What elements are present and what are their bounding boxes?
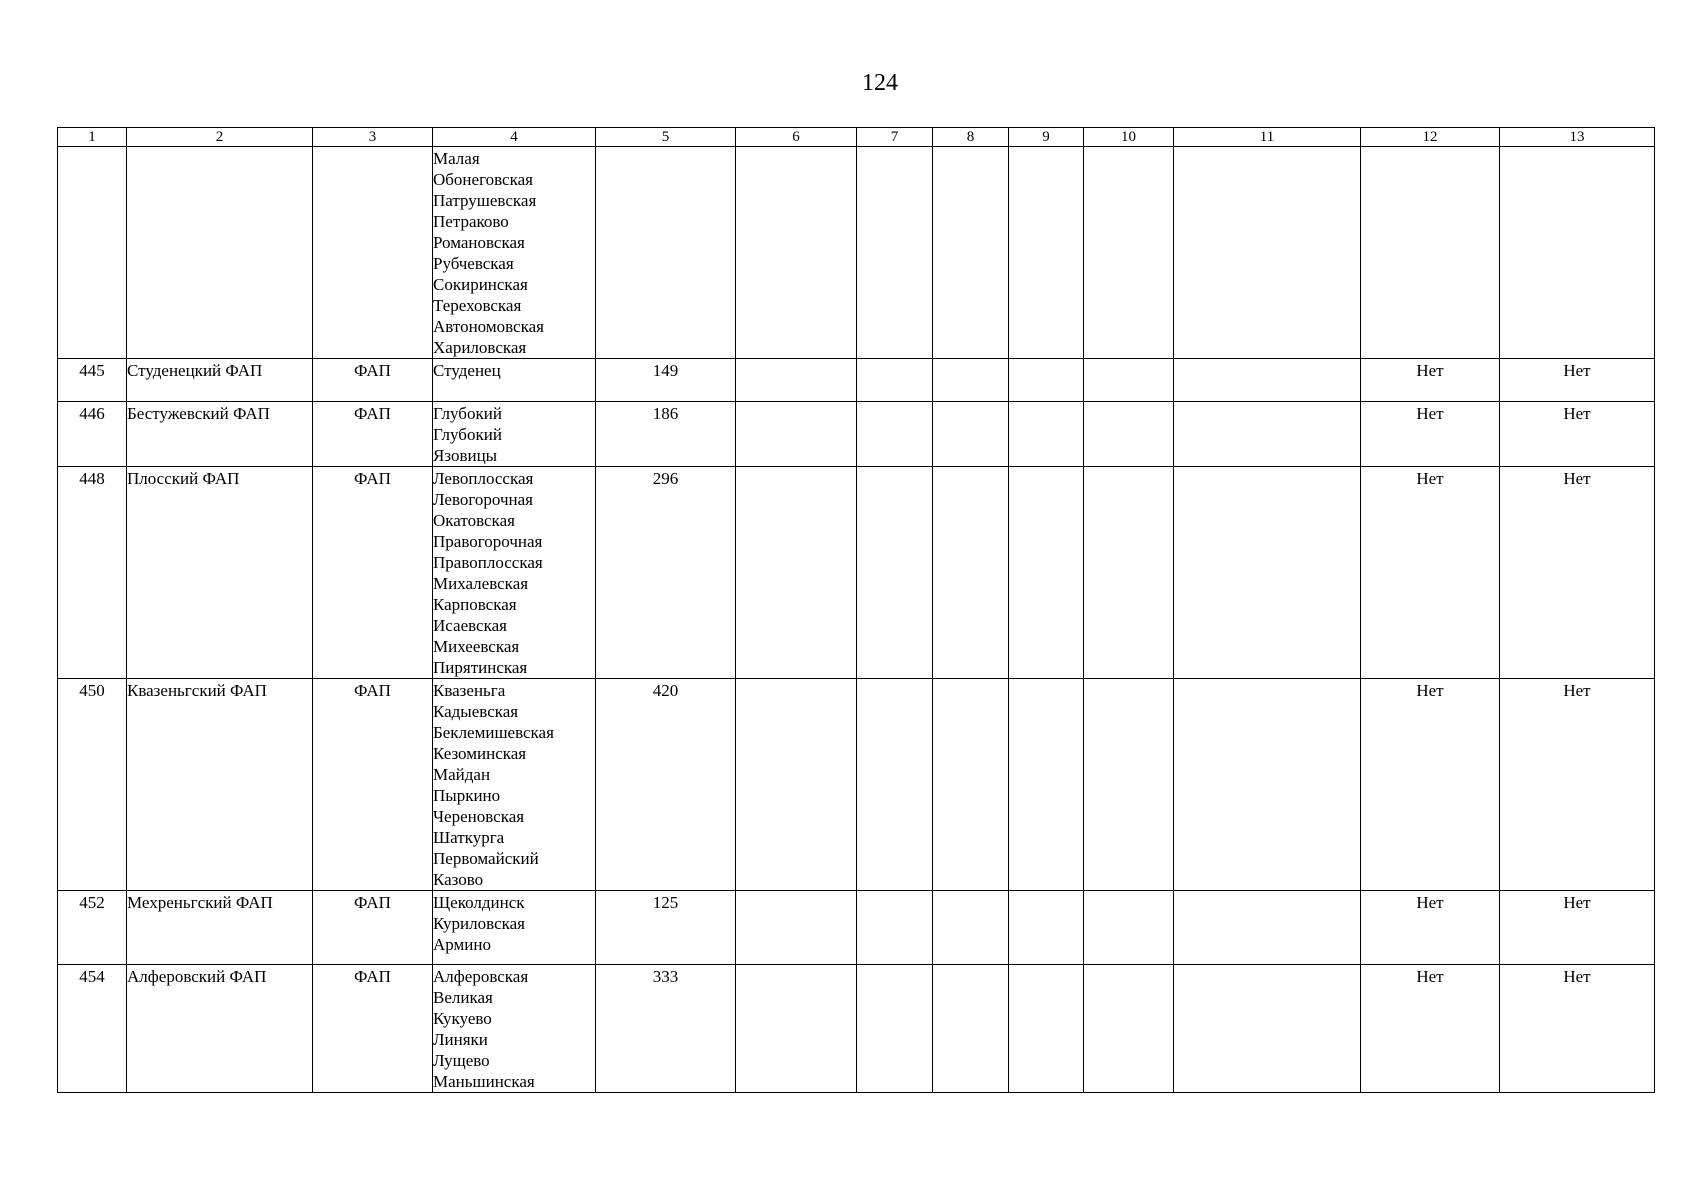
location-item: Михалевская xyxy=(433,574,529,593)
empty-cell xyxy=(736,359,857,402)
location-item: Язовицы xyxy=(433,446,498,465)
empty-cell xyxy=(1174,359,1361,402)
column-header: 9 xyxy=(1009,128,1084,147)
empty-cell xyxy=(1174,402,1361,467)
facility-type-cell: ФАП xyxy=(313,965,433,1093)
col12-cell: Нет xyxy=(1361,467,1500,679)
column-header: 5 xyxy=(596,128,736,147)
population-cell: 186 xyxy=(596,402,736,467)
location-item: Квазеньга xyxy=(433,681,506,700)
locations-cell xyxy=(433,891,596,965)
empty-cell xyxy=(1174,679,1361,891)
locations-cell xyxy=(433,147,596,359)
facility-name-cell: Квазеньгский ФАП xyxy=(127,679,313,891)
empty-cell xyxy=(1009,147,1084,359)
location-item: Глубокий xyxy=(433,425,502,444)
row-number-cell: 448 xyxy=(58,467,127,679)
row-number-cell: 446 xyxy=(58,402,127,467)
col13-cell: Нет xyxy=(1500,679,1655,891)
location-item: Череновская xyxy=(433,807,525,826)
row-number-cell: 445 xyxy=(58,359,127,402)
empty-cell xyxy=(1009,467,1084,679)
location-item: Беклемишевская xyxy=(433,723,554,742)
col13-cell xyxy=(1500,147,1655,359)
row-number-cell: 454 xyxy=(58,965,127,1093)
empty-cell xyxy=(1084,402,1174,467)
empty-cell xyxy=(857,467,933,679)
population-cell: 125 xyxy=(596,891,736,965)
locations-cell xyxy=(433,359,596,402)
location-item: Армино xyxy=(433,935,491,954)
empty-cell xyxy=(1174,467,1361,679)
location-item: Хариловская xyxy=(433,338,527,357)
row-number-cell xyxy=(58,147,127,359)
empty-cell xyxy=(736,467,857,679)
table-row xyxy=(58,359,1655,402)
locations-cell xyxy=(433,679,596,891)
location-item: Михеевская xyxy=(433,637,520,656)
column-header: 7 xyxy=(857,128,933,147)
location-item: Рубчевская xyxy=(433,254,514,273)
empty-cell xyxy=(1009,965,1084,1093)
facility-type-cell: ФАП xyxy=(313,891,433,965)
empty-cell xyxy=(736,402,857,467)
empty-cell xyxy=(1084,679,1174,891)
header-row xyxy=(58,128,1655,147)
empty-cell xyxy=(1009,402,1084,467)
facility-type-cell xyxy=(313,147,433,359)
column-header: 1 xyxy=(58,128,127,147)
empty-cell xyxy=(1174,965,1361,1093)
location-item: Алферовская xyxy=(433,967,529,986)
population-cell: 420 xyxy=(596,679,736,891)
empty-cell xyxy=(933,402,1009,467)
facility-name-cell: Бестужевский ФАП xyxy=(127,402,313,467)
facility-name-cell xyxy=(127,147,313,359)
location-item: Пирятинская xyxy=(433,658,528,677)
col13-cell: Нет xyxy=(1500,891,1655,965)
empty-cell xyxy=(1009,891,1084,965)
empty-cell xyxy=(933,147,1009,359)
location-item: Левоплосская xyxy=(433,469,534,488)
empty-cell xyxy=(857,891,933,965)
location-item: Правоплосская xyxy=(433,553,543,572)
location-item: Линяки xyxy=(433,1030,488,1049)
facility-name-cell: Плосский ФАП xyxy=(127,467,313,679)
empty-cell xyxy=(1009,359,1084,402)
empty-cell xyxy=(1009,679,1084,891)
location-item: Щеколдинск xyxy=(433,893,525,912)
col12-cell xyxy=(1361,147,1500,359)
location-item: Правогорочная xyxy=(433,532,543,551)
locations-cell xyxy=(433,965,596,1093)
location-item: Автономовская xyxy=(433,317,544,336)
page-number: 124 xyxy=(862,70,898,96)
empty-cell xyxy=(857,402,933,467)
location-item: Карповская xyxy=(433,595,517,614)
table-body xyxy=(58,147,1655,1093)
location-item: Патрушевская xyxy=(433,191,537,210)
column-header: 6 xyxy=(736,128,857,147)
empty-cell xyxy=(933,359,1009,402)
empty-cell xyxy=(857,147,933,359)
facility-name-cell: Студенецкий ФАП xyxy=(127,359,313,402)
column-header: 3 xyxy=(313,128,433,147)
facility-name-cell: Алферовский ФАП xyxy=(127,965,313,1093)
empty-cell xyxy=(736,147,857,359)
location-item: Сокиринская xyxy=(433,275,528,294)
col13-cell: Нет xyxy=(1500,467,1655,679)
empty-cell xyxy=(1174,147,1361,359)
column-header: 13 xyxy=(1500,128,1655,147)
column-header: 12 xyxy=(1361,128,1500,147)
location-item: Малая xyxy=(433,149,480,168)
population-cell xyxy=(596,147,736,359)
col13-cell: Нет xyxy=(1500,402,1655,467)
facility-type-cell: ФАП xyxy=(313,402,433,467)
table-row xyxy=(58,965,1655,1093)
table-row xyxy=(58,147,1655,359)
empty-cell xyxy=(857,679,933,891)
col12-cell: Нет xyxy=(1361,359,1500,402)
empty-cell xyxy=(933,965,1009,1093)
location-item: Казово xyxy=(433,870,484,889)
location-item: Окатовская xyxy=(433,511,515,530)
location-item: Левогорочная xyxy=(433,490,533,509)
facility-type-cell: ФАП xyxy=(313,359,433,402)
row-number-cell: 452 xyxy=(58,891,127,965)
empty-cell xyxy=(1174,891,1361,965)
empty-cell xyxy=(1084,965,1174,1093)
column-header: 2 xyxy=(127,128,313,147)
location-item: Кукуево xyxy=(433,1009,492,1028)
location-item: Исаевская xyxy=(433,616,507,635)
population-cell: 333 xyxy=(596,965,736,1093)
col13-cell: Нет xyxy=(1500,359,1655,402)
column-header: 8 xyxy=(933,128,1009,147)
population-cell: 296 xyxy=(596,467,736,679)
empty-cell xyxy=(933,679,1009,891)
empty-cell xyxy=(1084,467,1174,679)
locations-cell xyxy=(433,467,596,679)
column-header: 4 xyxy=(433,128,596,147)
empty-cell xyxy=(1084,147,1174,359)
facility-type-cell: ФАП xyxy=(313,679,433,891)
location-item: Маньшинская xyxy=(433,1072,535,1091)
locations-cell xyxy=(433,402,596,467)
location-item: Студенец xyxy=(433,361,501,380)
location-item: Кезоминская xyxy=(433,744,527,763)
table-row xyxy=(58,891,1655,965)
location-item: Лущево xyxy=(433,1051,490,1070)
empty-cell xyxy=(933,891,1009,965)
location-item: Тереховская xyxy=(433,296,522,315)
location-item: Куриловская xyxy=(433,914,525,933)
empty-cell xyxy=(1084,891,1174,965)
col12-cell: Нет xyxy=(1361,679,1500,891)
empty-cell xyxy=(736,679,857,891)
empty-cell xyxy=(1084,359,1174,402)
location-item: Обонеговская xyxy=(433,170,533,189)
empty-cell xyxy=(857,359,933,402)
empty-cell xyxy=(736,965,857,1093)
location-item: Пыркино xyxy=(433,786,501,805)
location-item: Глубокий xyxy=(433,404,502,423)
location-item: Кадыевская xyxy=(433,702,519,721)
facilities-table xyxy=(57,127,1655,1093)
location-item: Шаткурга xyxy=(433,828,505,847)
table-row xyxy=(58,467,1655,679)
location-item: Первомайский xyxy=(433,849,539,868)
location-item: Петраково xyxy=(433,212,509,231)
table-row xyxy=(58,679,1655,891)
column-header: 11 xyxy=(1174,128,1361,147)
location-item: Майдан xyxy=(433,765,491,784)
empty-cell xyxy=(736,891,857,965)
empty-cell xyxy=(933,467,1009,679)
location-item: Великая xyxy=(433,988,493,1007)
empty-cell xyxy=(857,965,933,1093)
col12-cell: Нет xyxy=(1361,965,1500,1093)
row-number-cell: 450 xyxy=(58,679,127,891)
column-header: 10 xyxy=(1084,128,1174,147)
table-row xyxy=(58,402,1655,467)
population-cell: 149 xyxy=(596,359,736,402)
col12-cell: Нет xyxy=(1361,402,1500,467)
facility-type-cell: ФАП xyxy=(313,467,433,679)
col12-cell: Нет xyxy=(1361,891,1500,965)
facility-name-cell: Мехреньгский ФАП xyxy=(127,891,313,965)
location-item: Романовская xyxy=(433,233,525,252)
col13-cell: Нет xyxy=(1500,965,1655,1093)
